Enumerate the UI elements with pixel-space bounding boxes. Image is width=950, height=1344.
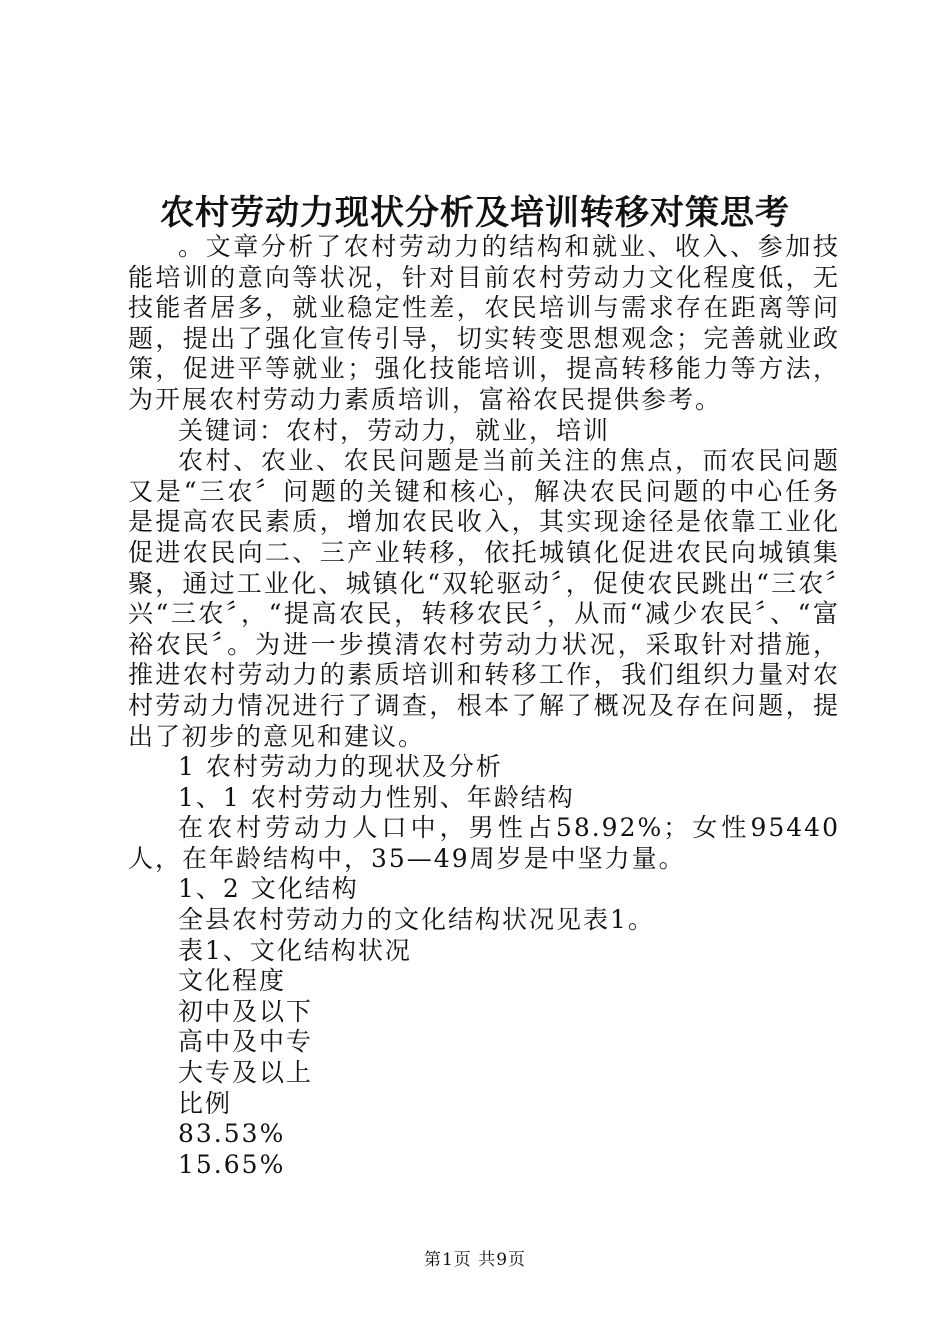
body-paragraph: 在农村劳动力人口中，男性占58.92%；女性95440人，在年龄结构中，35—49周岁是中坚力量。: [128, 813, 840, 873]
table-cell: 15.65%: [178, 1149, 286, 1179]
document-title: 农村劳动力现状分析及培训转移对策思考: [160, 193, 790, 233]
keywords-line: 关键词：农村，劳动力，就业，培训: [178, 415, 611, 445]
table-cell: 初中及以下: [178, 996, 314, 1026]
body-paragraph: 全县农村劳动力的文化结构状况见表1。: [178, 905, 655, 935]
document-body: [128, 232, 840, 1180]
table-cell: 大专及以上: [178, 1058, 314, 1088]
intro-paragraph: 农村、农业、农民问题是当前关注的焦点，而农民问题又是“三农〞问题的关键和核心，解决农民问题的中心任务是提高农民素质，增加农民收入，其实现途径是依靠工业化促进农民向二、三产业转移，依托城镇化促进农民向城镇集聚，通过工业化、城镇化“双轮驱动〞，促使农民跳出“三农〞兴“三农〞，“提高农民，转移农民〞，从而“减少农民〞、“富裕农民〞。为进一步摸清农村劳动力状况，采取针对措施，推进农村劳动力的素质培训和转移工作，我们组织力量对农村劳动力情况进行了调查，根本了解了概况及存在问题，提出了初步的意见和建议。: [128, 446, 840, 751]
table-cell: 83.53%: [178, 1119, 286, 1149]
subsection-heading: 1、2 文化结构: [178, 874, 359, 904]
subsection-heading: 1、1 农村劳动力性别、年龄结构: [178, 782, 575, 812]
table-cell: 高中及中专: [178, 1027, 314, 1057]
table-caption: 表1、文化结构状况: [178, 935, 412, 965]
table-header: 比例: [178, 1088, 233, 1118]
abstract-paragraph: 。文章分析了农村劳动力的结构和就业、收入、参加技能培训的意向等状况，针对目前农村劳动力文化程度低，无技能者居多，就业稳定性差，农民培训与需求存在距离等问题，提出了强化宣传引导，切实转变思想观念；完善就业政策，促进平等就业；强化技能培训，提高转移能力等方法，为开展农村劳动力素质培训，富裕农民提供参考。: [128, 232, 840, 414]
page-footer: 第1页 共9页: [423, 1250, 527, 1270]
section-heading: 1 农村劳动力的现状及分析: [178, 752, 503, 782]
table-header: 文化程度: [178, 966, 287, 996]
